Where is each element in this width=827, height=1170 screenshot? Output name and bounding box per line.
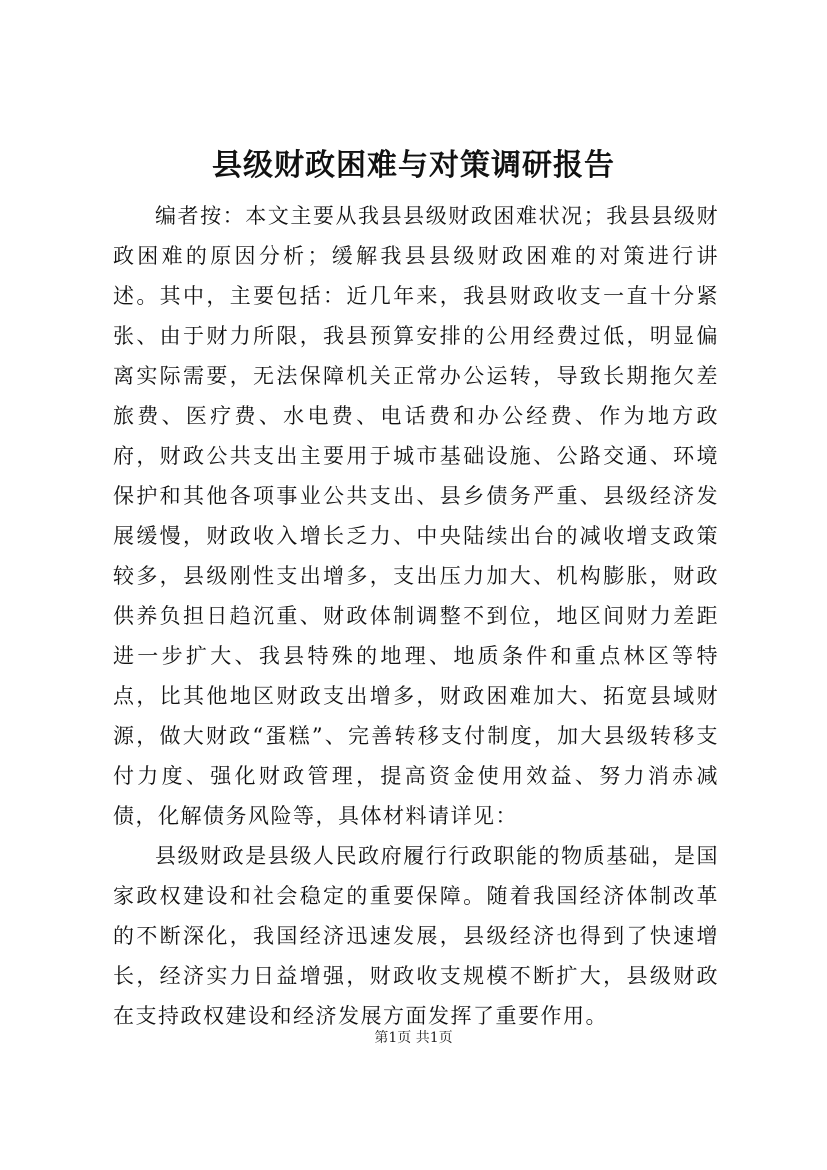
editor-note-paragraph: 编者按：本文主要从我县县级财政困难状况；我县县级财政困难的原因分析；缓解我县县级财政困难的对策进行讲述。其中，主要包括：近几年来，我县财政收支一直十分紧张、由于财力所限，我县预算安排的公用经费过低，明显偏离实际需要，无法保障机关正常办公运转，导致长期拖欠差旅费、医疗费、水电费、电话费和办公经费、作为地方政府，财政公共支出主要用于城市基础设施、公路交通、环境保护和其他各项事业公共支出、县乡债务严重、县级经济发展缓慢，财政收入增长乏力、中央陆续出台的减收增支政策较多，县级刚性支出增多，支出压力加大、机构膨胀，财政供养负担日趋沉重、财政体制调整不到位，地区间财力差距进一步扩大、我县特殊的地理、地质条件和重点林区等特点，比其他地区财政支出增多，财政困难加大、拓宽县域财源，做大财政“蛋糕”、完善转移支付制度，加大县级转移支付力度、强化财政管理，提高资金使用效益、努力消赤减债，化解债务风险等，具体材料请详见：: [113, 204, 719, 828]
document-body: [113, 196, 719, 1036]
document-title: 县级财政困难与对策调研报告: [212, 148, 615, 183]
page-number-footer: 第1页 共1页: [374, 1030, 453, 1046]
body-paragraph: 县级财政是县级人民政府履行行政职能的物质基础，是国家政权建设和社会稳定的重要保障。随着我国经济体制改革的不断深化，我国经济迅速发展，县级经济也得到了快速增长，经济实力日益增强，财政收支规模不断扩大，县级财政在支持政权建设和经济发展方面发挥了重要作用。: [113, 844, 719, 1028]
